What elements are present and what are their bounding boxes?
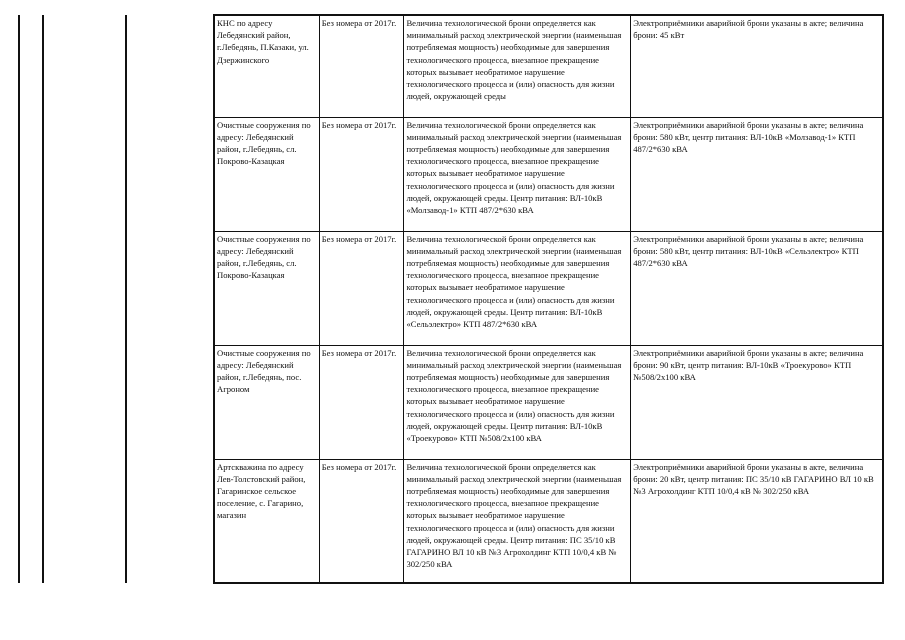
note-cell: Электроприёмники аварийной брони указаны в акте; величина брони: 580 кВт, центр питания: ВЛ-10кВ «Молзавод-1» КТП 487/2*630 кВА bbox=[631, 117, 883, 231]
object-cell: КНС по адресу Лебедянский район, г.Лебедянь, П.Казаки, ул. Дзержинского bbox=[214, 15, 319, 117]
left-margin-line-2 bbox=[42, 15, 44, 583]
number-cell: Без номера от 2017г. bbox=[319, 15, 404, 117]
description-cell: Величина технологической брони определяется как минимальный расход электрической энергии (наименьшая потребляемая мощность) необходимые для завершения технологического процесса, внезапное прекращение которых вызывает необратимое нарушение технологического процесса и (или) опасность для жизни людей, окружающей среды bbox=[404, 15, 631, 117]
reserve-table bbox=[213, 14, 884, 584]
left-margin-line-1 bbox=[18, 15, 20, 583]
table-row bbox=[214, 231, 883, 345]
object-cell: Очистные сооружения по адресу: Лебедянский район, г.Лебедянь, пос. Агроном bbox=[214, 345, 319, 459]
description-cell: Величина технологической брони определяется как минимальный расход электрической энергии (наименьшая потребляемая мощность) необходимые для завершения технологического процесса, внезапное прекращение которых вызывает необратимое нарушение технологического процесса и (или) опасность для жизни людей, окружающей среды. Центр питания: ПС 35/10 кВ ГАГАРИНО ВЛ 10 кВ №3 Агрохолдинг КТП 10/0,4 кВ № 302/250 кВА bbox=[404, 459, 631, 583]
number-cell: Без номера от 2017г. bbox=[319, 459, 404, 583]
table-row bbox=[214, 15, 883, 117]
note-cell: Электроприёмники аварийной брони указаны в акте; величина брони: 90 кВт, центр питания: ВЛ-10кВ «Троекурово» КТП №508/2х100 кВА bbox=[631, 345, 883, 459]
number-cell: Без номера от 2017г. bbox=[319, 231, 404, 345]
table-row bbox=[214, 117, 883, 231]
table-row bbox=[214, 459, 883, 583]
object-cell: Очистные сооружения по адресу: Лебедянский район, г.Лебедянь, сл. Покрово-Казацкая bbox=[214, 231, 319, 345]
description-cell: Величина технологической брони определяется как минимальный расход электрической энергии (наименьшая потребляемая мощность) необходимые для завершения технологического процесса, внезапное прекращение которых вызывает необратимое нарушение технологического процесса и (или) опасность для жизни людей, окружающей среды. Центр питания: ВЛ-10кВ «Сельэлектро» КТП 487/2*630 кВА bbox=[404, 231, 631, 345]
number-cell: Без номера от 2017г. bbox=[319, 117, 404, 231]
description-cell: Величина технологической брони определяется как минимальный расход электрической энергии (наименьшая потребляемая мощность) необходимые для завершения технологического процесса, внезапное прекращение которых вызывает необратимое нарушение технологического процесса и (или) опасность для жизни людей, окружающей среды. Центр питания: ВЛ-10кВ «Троекурово» КТП №508/2х100 кВА bbox=[404, 345, 631, 459]
object-cell: Артскважина по адресу Лев-Толстовский район, Гагаринское сельское поселение, с. Гагарино, магазин bbox=[214, 459, 319, 583]
left-margin-line-3 bbox=[125, 15, 127, 583]
note-cell: Электроприёмники аварийной брони указаны в акте; величина брони: 45 кВт bbox=[631, 15, 883, 117]
description-cell: Величина технологической брони определяется как минимальный расход электрической энергии (наименьшая потребляемая мощность) необходимые для завершения технологического процесса, внезапное прекращение которых вызывает необратимое нарушение технологического процесса и (или) опасность для жизни людей, окружающей среды. Центр питания: ВЛ-10кВ «Молзавод-1» КТП 487/2*630 кВА bbox=[404, 117, 631, 231]
number-cell: Без номера от 2017г. bbox=[319, 345, 404, 459]
note-cell: Электроприёмники аварийной брони указаны в акте, величина брони: 20 кВт, центр питания: ПС 35/10 кВ ГАГАРИНО ВЛ 10 кВ №3 Агрохолдинг КТП 10/0,4 кВ № 302/250 кВА bbox=[631, 459, 883, 583]
table-row bbox=[214, 345, 883, 459]
note-cell: Электроприёмники аварийной брони указаны в акте; величина брони: 580 кВт, центр питания: ВЛ-10кВ «Сельэлектро» КТП 487/2*630 кВА bbox=[631, 231, 883, 345]
object-cell: Очистные сооружения по адресу: Лебедянский район, г.Лебедянь, сл. Покрово-Казацкая bbox=[214, 117, 319, 231]
